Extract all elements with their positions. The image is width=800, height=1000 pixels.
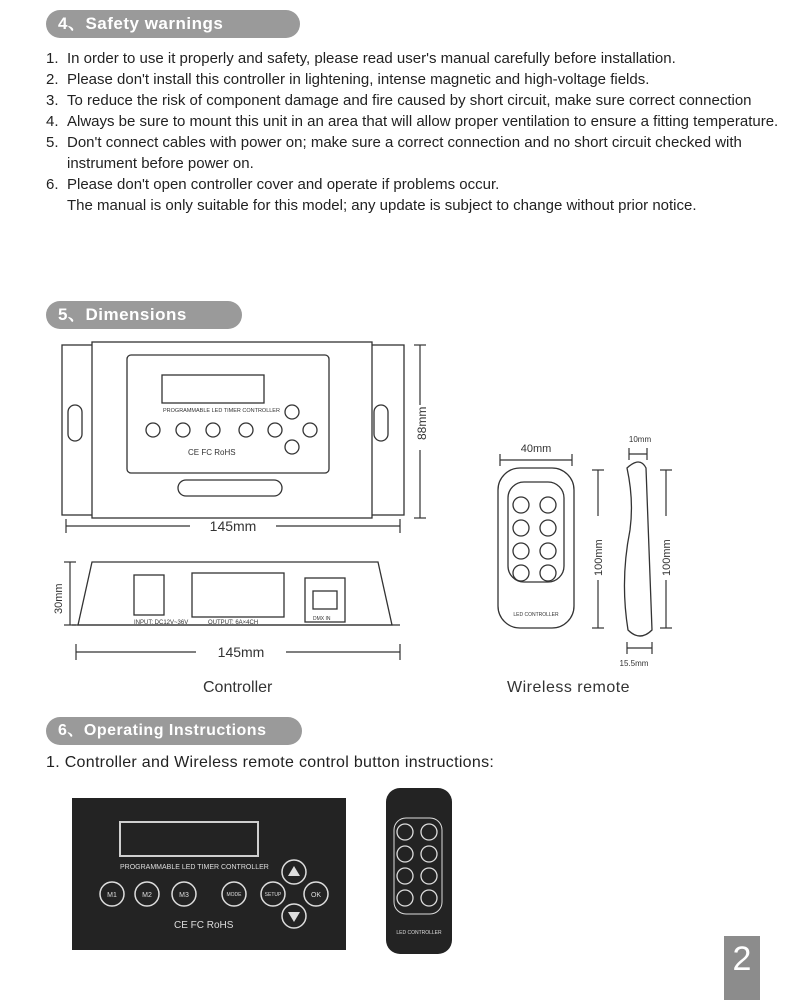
list-item <box>46 195 786 216</box>
m3-label: M3 <box>179 892 189 899</box>
caption-remote: Wireless remote <box>507 679 631 696</box>
controller-front-view <box>62 342 404 518</box>
mode-label: MODE <box>226 892 242 898</box>
caption-controller: Controller <box>203 679 273 696</box>
remote-label: LED CONTROLLER <box>513 612 559 618</box>
remote-height-label: 100mm <box>593 539 605 576</box>
remote-width-dimension-line <box>500 454 572 466</box>
list-item <box>46 48 786 69</box>
list-text: Please don't open controller cover and operate if problems occur. <box>67 176 500 193</box>
section-header-operating: 6、Operating Instructions <box>46 717 302 745</box>
controller-panel-image <box>72 798 352 954</box>
list-number: 3. <box>46 92 59 109</box>
m2-label: M2 <box>142 892 152 899</box>
panel-label: PROGRAMMABLE LED TIMER CONTROLLER <box>120 864 269 871</box>
controller-output-label: OUTPUT: 6A×4CH <box>208 620 259 626</box>
safety-list <box>46 48 786 216</box>
controller-input-label: INPUT: DC12V~36V <box>134 620 189 626</box>
controller-panel-label: PROGRAMMABLE LED TIMER CONTROLLER <box>163 408 280 414</box>
controller-side-view <box>72 562 400 625</box>
list-item <box>46 69 786 90</box>
list-number: 1. <box>46 50 59 67</box>
controller-rj-label: DMX IN <box>313 616 331 622</box>
controller-width-label: 145mm <box>209 518 257 534</box>
list-item <box>46 90 786 111</box>
remote-side-height-label: 100mm <box>661 539 673 576</box>
manual-note: The manual is only suitable for this model; any update is subject to change without prior notice. <box>67 197 697 214</box>
list-text: To reduce the risk of component damage and fire caused by short circuit, make sure correct connection <box>67 92 752 109</box>
list-text: In order to use it properly and safety, please read user's manual carefully before installation. <box>67 50 676 67</box>
depth-dimension-line <box>64 562 76 625</box>
operating-instruction: 1. Controller and Wireless remote control button instructions: <box>46 754 495 771</box>
ok-label: OK <box>310 892 322 899</box>
list-item <box>46 111 786 132</box>
remote-front-view <box>498 468 574 628</box>
list-item <box>46 132 786 174</box>
list-text: Please don't install this controller in lightening, intense magnetic and high-voltage fields. <box>67 71 650 88</box>
list-text: Don't connect cables with power on; make sure a correct connection and no short circuit checked with instrument before power on. <box>67 134 742 172</box>
list-number: 6. <box>46 176 59 193</box>
dimensions-diagram <box>0 330 800 710</box>
remote-side-view <box>624 462 652 636</box>
panel-cert: CE FC RoHS <box>174 920 234 931</box>
section-header-safety: 4、Safety warnings <box>46 10 300 38</box>
setup-label: SETUP <box>264 892 282 898</box>
list-number: 4. <box>46 113 59 130</box>
section-header-dimensions: 5、Dimensions <box>46 301 242 329</box>
remote-photo-label: LED CONTROLLER <box>396 930 442 936</box>
controller-side-width-label: 145mm <box>217 644 265 660</box>
controller-depth-label: 30mm <box>53 583 65 614</box>
m1-label: M1 <box>107 892 117 899</box>
controller-height-label: 88mm <box>415 406 429 440</box>
controller-cert: CE FC RoHS <box>188 448 236 457</box>
page-number: 2 <box>724 936 760 1000</box>
remote-image <box>384 786 454 956</box>
remote-top-thickness-label: 10mm <box>628 435 652 444</box>
remote-top-thickness-line <box>629 448 647 460</box>
list-item <box>46 174 786 195</box>
list-text: Always be sure to mount this unit in an area that will allow proper ventilation to ensure a fitting temperature. <box>67 113 779 130</box>
remote-bottom-thickness-label: 15.5mm <box>619 659 649 668</box>
list-number: 5. <box>46 134 59 151</box>
remote-bottom-thickness-line <box>627 642 652 654</box>
list-number: 2. <box>46 71 59 88</box>
remote-width-label: 40mm <box>520 443 552 455</box>
